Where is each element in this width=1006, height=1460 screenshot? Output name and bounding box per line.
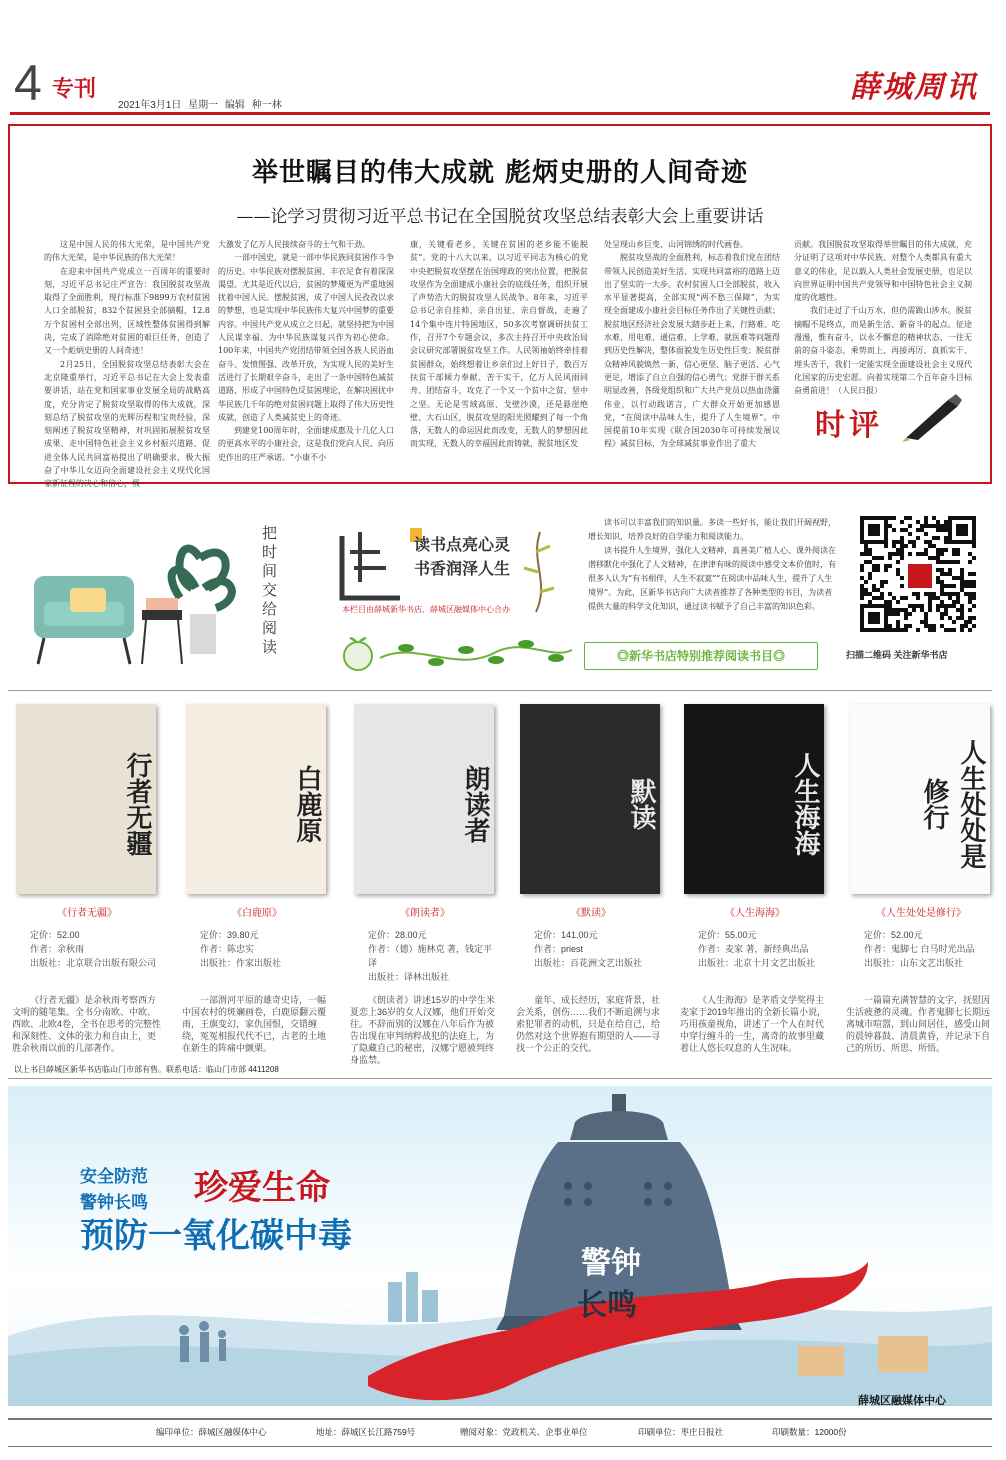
bottom-rule	[8, 1446, 992, 1447]
book-description: 童年、成长经历，家庭背景，社会关系，创伤……我们不断追溯与求索犯罪者的动机，只是在给自己，给仍然对这个世界抱有期望的人——寻找一个公正的交代。	[516, 995, 661, 1053]
book-cover[interactable]	[684, 704, 824, 894]
column-title-1: 读书点亮心灵	[414, 535, 511, 554]
book-card[interactable]	[516, 700, 676, 1053]
colophon	[8, 1426, 992, 1438]
commentary-paragraph: 处呈现山乡巨变、山河锦绣的时代画卷。	[604, 240, 748, 249]
page-number: 4	[14, 55, 42, 111]
book-card[interactable]	[12, 700, 172, 1053]
vertical-slogan: 把时间交给阅读	[262, 525, 278, 656]
book-cover[interactable]	[354, 704, 494, 894]
book-description: 《朗读者》讲述15岁的中学生米夏恋上36岁的女人汉娜，他们开始交往。不辞而别的汉娜在八年后作为被告出现在审判纳粹战犯的法庭上，为了隐藏自己的秘密，汉娜宁愿被判终身监禁。	[350, 995, 496, 1065]
book-price: 定价：141.00元	[534, 930, 598, 940]
commentary-column	[410, 238, 588, 468]
commentary-paragraph: 在迎来中国共产党成立一百周年的重要时刻，习近平总书记庄严宣告：我国脱贫攻坚战取得了全面胜利，现行标准下9899万农村贫困人口全部脱贫，832个贫困县全部摘帽，12.8万个贫困村全部出列，区域性整体贫困得到解决，完成了消除绝对贫困的艰巨任务，创造了又一个彪炳史册的人间奇迹！	[44, 266, 210, 356]
book-meta	[182, 928, 332, 970]
commentary-paragraph: 2月25日，全国脱贫攻坚总结表彰大会在北京隆重举行，习近平总书记在大会上发表重要讲话，站在党和国家事业发展全局的战略高度，充分肯定了脱贫攻坚取得的伟大成就，深刻总结了脱贫攻坚的光辉历程和宝贵经验，深刻阐述了脱贫攻坚精神，对巩固拓展脱贫攻坚成果、走中国特色社会主义乡村振兴道路、促进全体人民共同富裕提出了明确要求，极大振奋了中华儿女迈向全面建设社会主义现代化国家新征程的决心和信心，极	[44, 359, 210, 489]
column-organizer-note: 本栏目由薛城新华书店、薛城区融媒体中心合办	[342, 605, 510, 614]
commentary-paragraph: 贡献。我国脱贫攻坚取得举世瞩目的伟大成就，充分证明了这项对中华民族、对整个人类都具有重大意义的伟业，足以载入人类社会发展史册，也足以向世界证明中国共产党领导和中国特色社会主义制度的优越性。	[794, 240, 972, 303]
armchair-plant-illustration	[20, 518, 250, 668]
book-publisher: 出版社：译林出版社	[368, 972, 450, 982]
header-rule	[10, 112, 990, 115]
commentary-column	[604, 238, 780, 468]
commentary-badge: 时评	[815, 409, 883, 442]
commentary-column	[218, 238, 394, 468]
book-card[interactable]	[350, 700, 510, 1065]
book-publisher: 出版社：北京联合出版有限公司	[30, 958, 157, 968]
colophon-editor: 编印单位：薛城区融媒体中心	[156, 1427, 267, 1437]
bell-text-top: 警钟	[581, 1247, 641, 1280]
book-cover-title: 朗读者	[460, 765, 490, 843]
book-publisher: 出版社：作家出版社	[200, 958, 282, 968]
book-author: 作者：陈忠实	[200, 944, 255, 954]
reading-intro	[588, 516, 840, 614]
intro-paragraph: 读书可以丰富我们的知识量。多读一些好书，能让我们开阔视野，增长知识，培养良好的自学能力和阅读能力。	[588, 518, 836, 541]
ad-headline-1: 珍爱生命	[194, 1169, 330, 1207]
commentary-paragraph: 一部中国史，就是一部中华民族同贫困作斗争的历史。中华民族对摆脱贫困、丰衣足食有着深深渴望。尤其是近代以后，贫困的梦魇更为严重地困扰着中国人民。摆脱贫困，成了中国人民孜孜以求的梦想，也是实现中华民族伟大复兴中国梦的重要内容。中国共产党从成立之日起，就坚持把为中国人民谋幸福、为中华民族谋复兴作为初心使命。100年来，中国共产党团结带领全国各族人民浴血奋斗、发愤图强、改革开放，为实现人民的美好生活进行了长期艰辛奋斗，走出了一条中国特色减贫道路，形成了中国特色反贫困理论，在解决困扰中华民族几千年的绝对贫困问题上取得了伟大历史性成就，创造了人类减贫史上的奇迹。	[218, 253, 394, 422]
book-price: 定价：39.80元	[200, 930, 259, 940]
colophon-readers: 赠阅对象：党政机关、企事业单位	[460, 1427, 588, 1437]
book-description: 《行者无疆》是余秋雨考察西方文明的随笔集。全书分南欧、中欧、西欧、北欧4卷，全书在思考的完整性和深刻性、文体的张力和自由上，更胜余秋雨以前的几部著作。	[12, 995, 162, 1053]
book-meta	[680, 928, 830, 970]
bell-text-bottom: 长鸣	[577, 1289, 637, 1322]
book-card[interactable]	[182, 700, 342, 1053]
recommended-books-banner: ◎新华书店特别推荐阅读书目◎	[584, 642, 818, 670]
book-cover-title: 行者无疆	[122, 752, 152, 856]
book-price: 定价：28.00元	[368, 930, 427, 940]
book-title[interactable]: 《人生海海》	[725, 908, 785, 919]
commentary-subtitle: ——论学习贯彻习近平总书记在全国脱贫攻坚总结表彰大会上重要讲话	[236, 207, 764, 227]
book-author: 作者：鬼脚七 白马时光出品	[864, 944, 975, 954]
book-price: 定价：52.00	[30, 930, 80, 940]
newspaper-logo: 薛城周讯	[850, 70, 978, 105]
sprout-vine-icon	[336, 630, 576, 680]
book-description: 《人生海海》是茅盾文学奖得主麦家于2019年推出的全新长篇小说，巧用孩童视角，讲述了一个人在时代中穿行缠斗的一生，离奇的故事里藏着让人悠长叹息的人生况味。	[680, 995, 827, 1053]
qr-caption: 扫描二维码 关注新华书店	[846, 650, 948, 660]
book-cover[interactable]	[16, 704, 156, 894]
book-card[interactable]	[846, 700, 1006, 1053]
ad-organization: 薛城区融媒体中心	[858, 1395, 946, 1407]
book-title[interactable]: 《行者无疆》	[57, 908, 117, 919]
ad-headline-2: 预防一氧化碳中毒	[80, 1217, 352, 1255]
ad-slogan-line-2: 警钟长鸣	[80, 1193, 148, 1212]
book-cover[interactable]	[186, 704, 326, 894]
commentary-paragraph: 这是中国人民的伟大光荣，是中国共产党的伟大光荣，是中华民族的伟大光荣！	[44, 240, 210, 263]
section-label: 专刊	[52, 76, 97, 101]
book-publisher: 出版社：山东文艺出版社	[864, 958, 964, 968]
book-cover-title: 白鹿原	[292, 765, 322, 843]
commentary-paragraph: 到建党100周年时，全面建成惠及十几亿人口的更高水平的小康社会，这是我们党向人民、向历史作出的庄严承诺。“小康不小	[218, 426, 394, 462]
fountain-pen-icon	[900, 392, 964, 442]
book-cover-title: 人生处处是修行	[919, 739, 986, 869]
book-meta	[350, 928, 500, 984]
colophon-address: 地址：薛城区长江路759号	[316, 1427, 416, 1437]
column-title-2: 书香润泽人生	[414, 559, 511, 578]
commentary-paragraph: 脱贫攻坚战的全面胜利，标志着我们党在团结带领人民创造美好生活、实现共同富裕的道路上迈出了坚实的一大步。农村贫困人口全部脱贫，收入水平显著提高，全部实现“两不愁三保障”，为实现全面建成小康社会目标任务作出了关键性贡献；脱贫地区经济社会发展大踏步赶上来，行路难、吃水难、用电难、通信难、上学难、就医难等问题得到历史性解决，整体面貌发生历史性巨变；脱贫群众精神风貌焕然一新，信心更坚、脑子更活、心气更足，增添了自立自强的信心勇气；党群干群关系明显改善，各级党组织和广大共产党员以热血浇灌伟业，以行动践诺言，广大群众开始更加感恩党，“在阅读中品味人生，提升了人生境界”。中国提前10年实现《联合国2030年可持续发展议程》减贫目标，为全球减贫事业作出了重大	[604, 253, 780, 449]
commentary-column	[44, 238, 210, 489]
book-meta	[12, 928, 162, 970]
book-author: 作者：麦家 著，新经典出品	[698, 944, 809, 954]
footer-rule	[8, 1418, 992, 1420]
book-author: 作者：priest	[534, 944, 584, 954]
book-description: 一部渭河平原的雄奇史诗，一幅中国农村的斑斓画卷，白鹿原翻云覆雨，王旗变幻，家仇国恨，交错缠绕，冤冤相报代代不已，古老的土地在新生的阵痛中颤栗。	[182, 995, 327, 1053]
book-card[interactable]	[680, 700, 840, 1053]
book-author: 作者：（德）施林克 著，钱定平 译	[368, 944, 493, 968]
commentary-title: 举世瞩目的伟大成就 彪炳史册的人间奇迹	[251, 158, 749, 188]
book-cover-title: 人生海海	[790, 752, 820, 856]
commentary-column	[794, 238, 972, 396]
intro-paragraph: 读书提升人生境界，强化人文精神，真善美广植人心、课外阅读在潜移默化中强化了人文精神，在津津有味的阅读中感受文本价值时，有很多人认为“有书相伴，人生不寂寞”“在阅读中品味人生，提升了人生境界”。为此，区新华书店向广大读者推荐了各种类型的书目，为读者提供大量的科学文化知识，通过读书赋予了自己丰富的知识色彩。	[588, 546, 836, 611]
colophon-copies: 印刷数量：12000份	[772, 1427, 847, 1437]
books-divider	[8, 690, 992, 691]
book-title[interactable]: 《默读》	[571, 908, 611, 919]
book-publisher: 出版社：北京十月文艺出版社	[698, 958, 816, 968]
commentary-paragraph: 我们走过了千山万水，但仍需跋山涉水。脱贫摘帽不是终点，而是新生活、新奋斗的起点。征途漫漫，惟有奋斗，以永不懈怠的精神状态、一往无前的奋斗姿态，乘势而上、再接再厉、真抓实干、埋头苦干，我们一定能实现全面建设社会主义现代化国家的历史宏愿。向着实现第二个百年奋斗目标奋勇前进！（人民日报）	[794, 306, 972, 396]
commentary-paragraph: 康，关键看老乡，关键在贫困的老乡能不能脱贫”。党的十八大以来，以习近平同志为核心的党中央把脱贫攻坚摆在治国理政的突出位置，把脱贫攻坚作为全面建成小康社会的底线任务，组织开展了声势浩大的脱贫攻坚人民战争。8年来，习近平总书记亲自挂帅、亲自出征、亲自督战，走遍了14个集中连片特困地区，50多次考察调研扶贫工作，召开7个专题会议，多次主持召开中央政治局会议研究部署脱贫攻坚工作。人民领袖始终牵挂着贫困群众，始终想着让乡亲们过上好日子，数百万扶贫干部倾力奉献、苦干实干，亿万人民风雨同舟、团结奋斗，攻克了一个又一个贫中之贫、坚中之坚。无论是雪域高原、戈壁沙漠，还是悬崖绝壁、大石山区，脱贫攻坚的阳光照耀到了每一个角落，无数人的命运因此而改变，无数人的梦想因此而实现，无数人的幸福因此而铸就，脱贫地区发	[410, 240, 588, 449]
book-title[interactable]: 《朗读者》	[400, 908, 450, 919]
book-meta	[846, 928, 996, 970]
book-price: 定价：55.00元	[698, 930, 757, 940]
book-meta	[516, 928, 666, 970]
book-sales-note: 以上书目薛城区新华书店临山门市部有售。联系电话：临山门市部 4411208	[14, 1065, 279, 1074]
book-cover[interactable]	[850, 704, 990, 894]
book-publisher: 出版社：百花洲文艺出版社	[534, 958, 643, 968]
books-bottom-rule	[8, 1078, 992, 1079]
book-price: 定价：52.00元	[864, 930, 923, 940]
book-cover-title: 默读	[626, 778, 656, 830]
qr-code-icon[interactable]	[860, 516, 980, 640]
ad-slogan-line-1: 安全防范	[80, 1167, 148, 1186]
book-cover[interactable]	[520, 704, 660, 894]
book-title[interactable]: 《白鹿原》	[232, 908, 282, 919]
book-description: 一篇篇充满智慧的文字，抚慰因生活疲惫的灵魂。作者鬼脚七长期远离城市喧嚣，到山间居住，感受山间的晨钟暮鼓、清晨黄昏，并记录下自己的所历、所思、所悟。	[846, 995, 991, 1053]
date-line: 2021年3月1日 星期一 编辑 种一林	[118, 100, 282, 111]
commentary-paragraph: 大激发了亿万人民接续奋斗的士气和干劲。	[218, 240, 370, 249]
book-author: 作者：余秋雨	[30, 944, 85, 954]
book-title[interactable]: 《人生处处是修行》	[876, 908, 966, 919]
colophon-printer: 印刷单位：枣庄日报社	[638, 1427, 724, 1437]
